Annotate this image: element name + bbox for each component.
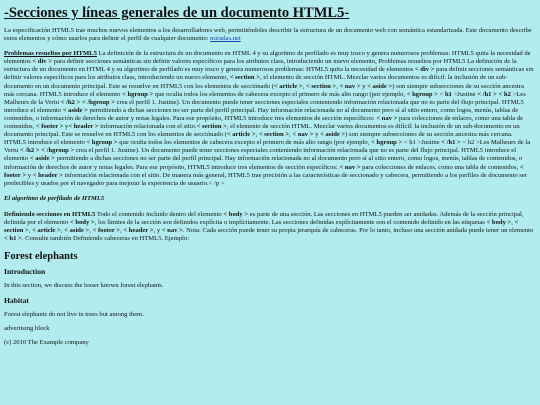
text-run: y [360, 82, 368, 90]
code-tag: < aside > [29, 155, 55, 163]
code-tag: < aside > [62, 106, 88, 114]
code-tag: < section > [4, 218, 519, 235]
code-tag: < nav > [339, 163, 361, 171]
code-tag: < section > [229, 74, 261, 82]
advertising-block: advertising block [4, 325, 50, 333]
text-run: , [302, 82, 306, 90]
code-tag: < body > [69, 218, 95, 226]
code-tag: < nav > [376, 114, 398, 122]
problems-paragraph [4, 50, 535, 188]
text-run: información relacionada con el sitio. De manera más general, HTML5 trae precisión a las características de seccionado y cabecera, permitiendo a los perfiles de documento ser predecibles y usados por el navegador para mejorar la experiencia de usuario.< /p > [4, 171, 527, 187]
text-run: es parte de una sección. Las secciones en HTML5 pueden ser anidadas. Además de la sección principal, definida por el elemento [4, 210, 524, 226]
text-run: y [63, 123, 69, 131]
text-run: Todo el contenido incluido dentro del elemento [95, 210, 224, 218]
text-run: . Nota: Cada sección puede tener su propia jerarquía de cabeceras. Por lo tanto, incluso una sección anidada puede tener un elemento [182, 227, 534, 235]
problems-label: Problemas resueltos por HTML5 [4, 50, 97, 58]
text-run: permitiendo a dichas secciones no ser parte del perfil principal. Hay información relacionada no al documento pero sí al sitio entero, como logos, menús, tablas de contenidos, o información de derechos de autor y notas legales. Para ese propósito, HTML5 introduce tres elementos de sección específicos: [4, 155, 523, 171]
defining-sections-paragraph [4, 211, 535, 243]
text-run: y [26, 171, 33, 179]
text-run: >Justine [451, 90, 478, 98]
code-tag: < h2 [498, 90, 511, 98]
text-run: , [511, 218, 515, 226]
text-run: , [60, 227, 65, 235]
text-run: para definir secciones semánticas sin definir valores específicos para los atributos class, introduciendo un nuevo elemento, Problemas resueltos por HTML5 La definición de la estructura de un documento en HTML 4 y su algoritmo de perfilado es muy tosco y genera numerosos problemas: HTML5 quita la necesidad de elementos [4, 58, 517, 74]
code-tag: < hgroup > [406, 90, 438, 98]
code-tag: < /h1 > [441, 139, 461, 147]
defining-label: Definiendo secciones en HTML5 [4, 210, 96, 218]
code-tag: < footer > [92, 227, 121, 235]
text-run: , el elemento de sección HTML. Mezclar varios documentos es difícil: la inclusión de un sub-documento en un documento principal. Este se resuelve en HTML5 con los elementos de secciónado ( [4, 74, 508, 90]
code-tag: < footer > [35, 123, 64, 131]
code-tag: < aside > [320, 131, 346, 139]
text-run: y [313, 131, 321, 139]
example-intro-text: In this section, we discuss the lesser known forest elephants. [4, 282, 164, 290]
text-run: . Consulte también Definiendo cabeceras en HTML5. Ejemplo: [21, 235, 189, 243]
code-tag: < nav > [161, 227, 183, 235]
text-run: que oculta todos los elementos de cabecera excepto el primero de más alto rango (por ejemplo, [153, 90, 407, 98]
code-tag: < section > [258, 131, 290, 139]
text-run: , el elemento de sección HTML. Mezclar varios documentos es difícil: la inclusión de un sub-documento en un documento principal. Este se resuelve en HTML5 con los elementos de secciónado ( [4, 123, 520, 139]
code-tag: < aside > [64, 227, 90, 235]
algorithm-heading: El algoritmo de perfilado de HTML5 [4, 194, 105, 202]
code-tag: < nav > [292, 131, 314, 139]
example-heading-habitat: Habitat [4, 296, 29, 306]
code-tag: < hgroup > [86, 139, 118, 147]
source-link[interactable]: miradas.net [210, 35, 241, 43]
text-run: , [336, 82, 340, 90]
text-run: < h2 >Les Malheurs de la Vertu [4, 139, 531, 155]
text-run: >Les Malheurs de la Vertu [4, 90, 526, 106]
code-tag: < body > [223, 210, 249, 218]
text-run: , [255, 131, 259, 139]
code-tag: < /hgroup > [81, 98, 115, 106]
text-run: , los límites de la sección son definidos explícita o implícitamente. Las secciones definidas explícitamente son el contenido definido en las etiquetas [94, 218, 487, 226]
text-run: ) son siempre subsecciones de su sección ancestra más cercana. HTML5 introduce el elemento [4, 82, 524, 98]
text-run: permitiendo a dichas secciones no ser parte del perfil principal. Hay información relacionada no al documento pero sí al sitio entero, como logos, menús, tablas de contenidos, o información de derechos de autor y notas legales. Para ese propósito, HTML5 introduce tres elementos de sección específicos: [4, 106, 519, 122]
text-run: , [289, 131, 293, 139]
code-tag: < hgroup > [371, 139, 403, 147]
intro-text: La especificación HTML5 trae muchos nuevos elementos a los desarrolladores web, permitiéndoles describir la estructura de un documento web con semántica estandarizada. Este documento describe estos elementos y cómo usarlos para definir el perfil de cualquier documento: [4, 27, 532, 43]
text-run: ) son siempre subsecciones de su sección ancestra más cercana. HTML5 introduce el elemento [4, 131, 513, 147]
code-tag: < hgroup > [122, 90, 154, 98]
example-heading-forest-elephants: Forest elephants [4, 251, 78, 263]
code-tag: < footer > [4, 163, 524, 179]
text-run: , [28, 227, 33, 235]
code-tag: < /hgroup > [41, 147, 75, 155]
copyright-footer: (c) 2010 The Example company [4, 339, 89, 347]
code-tag: < nav > [339, 82, 361, 90]
code-tag: < /h2 > [19, 147, 40, 155]
text-run: crea el perfil 1. Justine). Un documento puede tener secciones especiales conteniendo información relacionada que no es parte del flujo principal. HTML5 introduce el elemento [4, 147, 517, 163]
text-run: crea el perfil 1. Justine). Un documento puede tener secciones especiales conteniendo información relacionada que no es parte del flujo principal. HTML5 introduce el elemento [4, 98, 524, 114]
code-tag: < article > [226, 131, 256, 139]
text-run: , [120, 227, 124, 235]
code-tag: < /h2 > [60, 98, 81, 106]
code-tag: < h1 > [4, 235, 22, 243]
code-tag: < section > [196, 123, 227, 131]
text-run: La definición de la estructura de un documento en HTML 4 y su algoritmo de perfilado es muy tosco y genera numerosos problemas: HTML5 quita la necesidad de elementos [4, 50, 531, 66]
text-run: información relacionada con el sitio. [98, 123, 197, 131]
text-run: , [89, 227, 93, 235]
code-tag: < header > [123, 227, 154, 235]
code-tag: < aside > [367, 82, 393, 90]
text-run: para colecciones de enlaces, como una tabla de contenidos, [4, 114, 524, 131]
code-tag: < header > [68, 123, 99, 131]
code-tag: < /h1 > [477, 90, 497, 98]
text-run: , y [153, 227, 162, 235]
code-tag: < div > [32, 58, 52, 66]
code-tag: < div > [414, 66, 435, 74]
intro-paragraph [4, 27, 535, 43]
example-habitat-text: Forest elephants do not live in trees but among them. [4, 311, 144, 319]
code-tag: < body > [486, 218, 512, 226]
text-run: para definir secciones semánticas sin definir valores específicos para los atributos class, introduciendo un nuevo elemento, [4, 66, 534, 82]
text-run: que oculta todos los elementos de cabecera excepto el primero de más alto rango (por ejemplo, [117, 139, 372, 147]
text-run: para colecciones de enlaces, como una tabla de contenidos, [360, 163, 520, 171]
code-tag: h1 [444, 90, 452, 98]
page-title: -Secciones y líneas generales de un documento HTML5- [4, 5, 350, 21]
text-run: < [437, 90, 445, 98]
text-run: < h1 >Justine [402, 139, 442, 147]
example-heading-introduction: Introduction [4, 267, 46, 277]
code-tag: < section > [305, 82, 337, 90]
code-tag: < header > [32, 171, 63, 179]
code-tag: < article > [32, 227, 61, 235]
code-tag: < article > [273, 82, 303, 90]
